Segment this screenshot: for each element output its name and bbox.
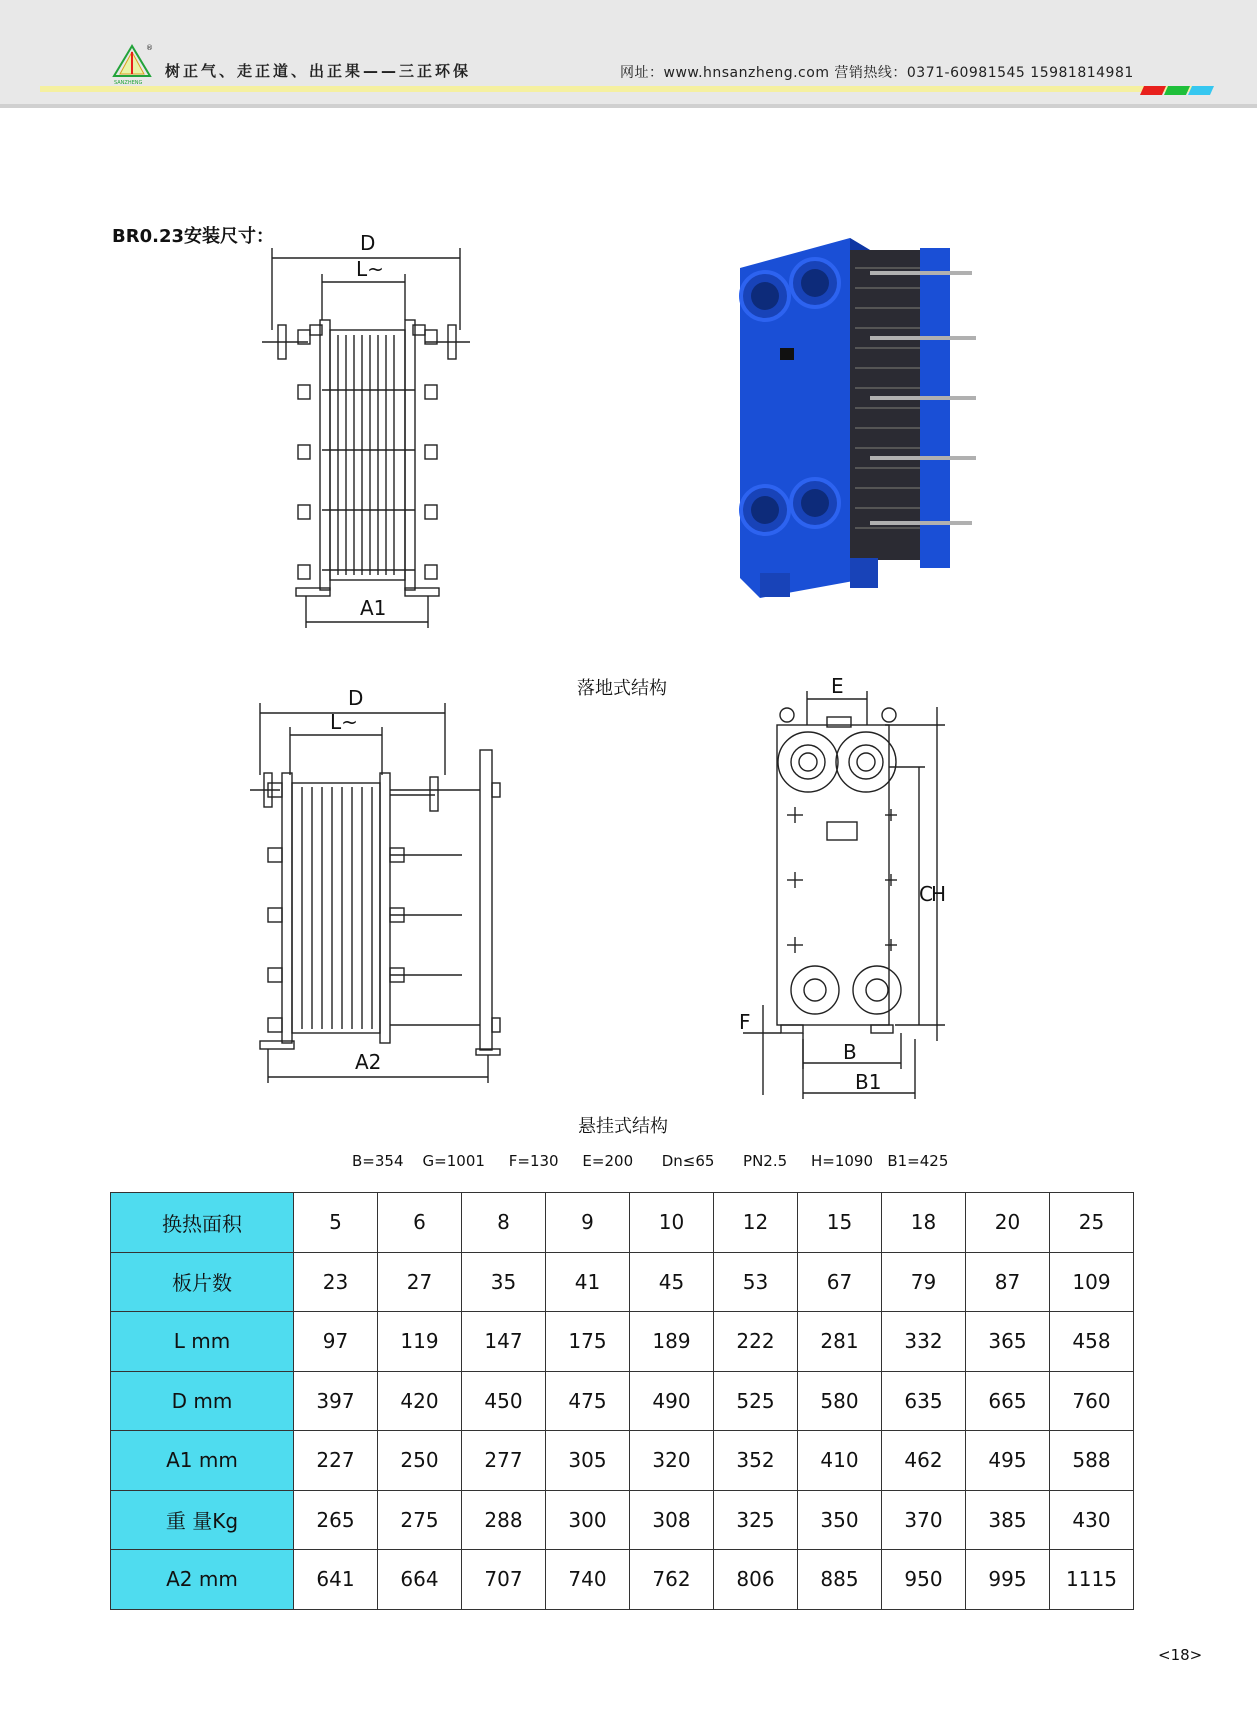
table-cell: 23 (294, 1252, 378, 1312)
table-cell: 6 (378, 1193, 462, 1253)
table-cell: 222 (714, 1312, 798, 1372)
svg-text:D: D (360, 231, 376, 255)
table-row (111, 1550, 1134, 1610)
floor-caption: 落地式结构 (577, 678, 667, 699)
table-cell: 350 (798, 1490, 882, 1550)
table-cell: 5 (294, 1193, 378, 1253)
table-row (111, 1312, 1134, 1372)
header-shadow (0, 104, 1257, 108)
table-cell: 325 (714, 1490, 798, 1550)
table-cell: 189 (630, 1312, 714, 1372)
row-header: 换热面积 (111, 1193, 294, 1253)
header-divider (40, 86, 1210, 92)
table-cell: 20 (966, 1193, 1050, 1253)
table-row (111, 1252, 1134, 1312)
table-cell: 79 (882, 1252, 966, 1312)
table-cell: 1115 (1050, 1550, 1134, 1610)
table-cell: 175 (546, 1312, 630, 1372)
table-cell: 119 (378, 1312, 462, 1372)
table-cell: 35 (462, 1252, 546, 1312)
table-cell: 588 (1050, 1431, 1134, 1491)
table-cell: 305 (546, 1431, 630, 1491)
table-cell: 385 (966, 1490, 1050, 1550)
svg-text:A2: A2 (355, 1050, 382, 1074)
table-cell: 462 (882, 1431, 966, 1491)
table-cell: 475 (546, 1371, 630, 1431)
table-cell: 227 (294, 1431, 378, 1491)
table-cell: 109 (1050, 1252, 1134, 1312)
table-cell: 995 (966, 1550, 1050, 1610)
table-cell: 580 (798, 1371, 882, 1431)
table-cell: 308 (630, 1490, 714, 1550)
table-cell: 332 (882, 1312, 966, 1372)
header-slogan: 树正气、走正道、出正果——三正环保 (165, 62, 472, 80)
table-cell: 277 (462, 1431, 546, 1491)
svg-text:B1: B1 (855, 1070, 882, 1094)
svg-text:B: B (843, 1040, 857, 1064)
table-cell: 397 (294, 1371, 378, 1431)
table-cell: 53 (714, 1252, 798, 1312)
table-cell: 320 (630, 1431, 714, 1491)
table-cell: 87 (966, 1252, 1050, 1312)
table-cell: 9 (546, 1193, 630, 1253)
table-row (111, 1490, 1134, 1550)
table-cell: 806 (714, 1550, 798, 1610)
table-cell: 707 (462, 1550, 546, 1610)
parameter-line: B=354 G=1001 F=130 E=200 Dn≤65 PN2.5 H=1090 B1=425 (352, 1152, 949, 1170)
table-cell: 885 (798, 1550, 882, 1610)
table-cell: 410 (798, 1431, 882, 1491)
svg-text:L~: L~ (330, 710, 358, 734)
table-cell: 250 (378, 1431, 462, 1491)
table-cell: 635 (882, 1371, 966, 1431)
row-header: 板片数 (111, 1252, 294, 1312)
table-cell: 352 (714, 1431, 798, 1491)
table-cell: 25 (1050, 1193, 1134, 1253)
table-cell: 950 (882, 1550, 966, 1610)
row-header: L mm (111, 1312, 294, 1372)
table-cell: 27 (378, 1252, 462, 1312)
row-header: A2 mm (111, 1550, 294, 1610)
section-title: BR0.23安装尺寸： (112, 226, 274, 247)
table-cell: 370 (882, 1490, 966, 1550)
table-cell: 275 (378, 1490, 462, 1550)
svg-text:®: ® (146, 44, 153, 52)
table-cell: 265 (294, 1490, 378, 1550)
table-cell: 41 (546, 1252, 630, 1312)
svg-text:C: C (919, 882, 933, 906)
table-cell: 430 (1050, 1490, 1134, 1550)
svg-text:E: E (831, 674, 844, 698)
company-logo (112, 42, 162, 86)
svg-text:A1: A1 (360, 596, 387, 620)
header-color-bars (1140, 86, 1220, 96)
table-row (111, 1193, 1134, 1253)
page-number: <18> (1158, 1646, 1203, 1664)
product-illustration (720, 228, 980, 598)
table-cell: 458 (1050, 1312, 1134, 1372)
logo-text: SANZHENG (114, 80, 143, 86)
table-cell: 760 (1050, 1371, 1134, 1431)
table-cell: 420 (378, 1371, 462, 1431)
table-cell: 281 (798, 1312, 882, 1372)
svg-text:H: H (931, 882, 947, 906)
table-cell: 67 (798, 1252, 882, 1312)
table-cell: 525 (714, 1371, 798, 1431)
row-header: A1 mm (111, 1431, 294, 1491)
table-cell: 762 (630, 1550, 714, 1610)
row-header: D mm (111, 1371, 294, 1431)
hang-caption: 悬挂式结构 (578, 1116, 668, 1137)
table-row (111, 1431, 1134, 1491)
side-view-drawing (735, 675, 995, 1100)
table-cell: 665 (966, 1371, 1050, 1431)
table-cell: 365 (966, 1312, 1050, 1372)
floor-standing-drawing (260, 230, 490, 640)
table-cell: 10 (630, 1193, 714, 1253)
table-cell: 97 (294, 1312, 378, 1372)
table-cell: 15 (798, 1193, 882, 1253)
svg-text:D: D (348, 686, 364, 710)
table-cell: 495 (966, 1431, 1050, 1491)
table-row (111, 1371, 1134, 1431)
table-cell: 45 (630, 1252, 714, 1312)
table-cell: 8 (462, 1193, 546, 1253)
row-header: 重 量Kg (111, 1490, 294, 1550)
table-cell: 490 (630, 1371, 714, 1431)
svg-text:L~: L~ (356, 257, 384, 281)
table-cell: 18 (882, 1193, 966, 1253)
table-cell: 147 (462, 1312, 546, 1372)
table-cell: 641 (294, 1550, 378, 1610)
hanging-drawing (250, 686, 520, 1085)
table-cell: 664 (378, 1550, 462, 1610)
table-cell: 450 (462, 1371, 546, 1431)
table-cell: 300 (546, 1490, 630, 1550)
svg-text:F: F (739, 1010, 751, 1034)
table-cell: 12 (714, 1193, 798, 1253)
header-contact: 网址：www.hnsanzheng.com 营销热线：0371-60981545 15981814981 (620, 65, 1134, 81)
table-cell: 288 (462, 1490, 546, 1550)
table-cell: 740 (546, 1550, 630, 1610)
spec-table (110, 1192, 1134, 1610)
